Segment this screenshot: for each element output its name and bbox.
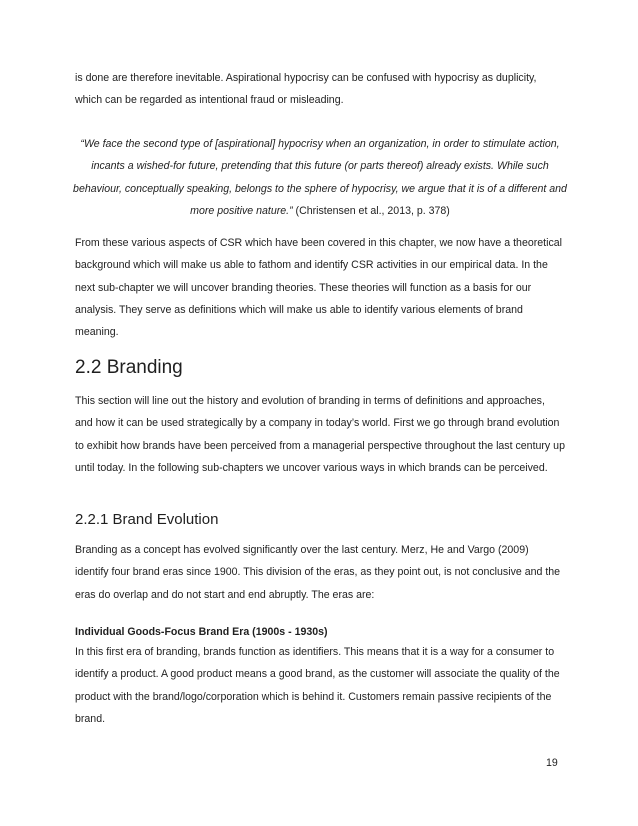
- paragraph-text: Branding as a concept has evolved significantly over the last century. Merz, He and Vargo (2009) identify four brand eras since 1900. This division of the eras, as they point out, is not conclusive and the eras do overlap and do not start and end abruptly. The eras are:: [75, 544, 561, 601]
- paragraph-brand-evolution: [75, 539, 565, 606]
- paragraph-era-1: [75, 641, 565, 730]
- paragraph-text: is done are therefore inevitable. Aspirational hypocrisy can be confused with hypocrisy as duplicity, which can be regarded as intentional fraud or misleading.: [75, 72, 537, 107]
- quote-text: “We face the second type of [aspirational] hypocrisy when an organization, in order to stimulate action, incants a wished-for future, pretending that this future (or parts thereof) already exists. While such behaviour, conceptually speaking, belongs to the sphere of hypocrisy, we argue that it is of a different and more positive nature.”: [73, 138, 567, 217]
- paragraph-text: In this first era of branding, brands function as identifiers. This means that it is a way for a consumer to identify a product. A good product means a good brand, as the customer will associate the quality of the product with the brand/logo/corporation which is behind it. Customers remain passive recipients of the brand.: [75, 646, 560, 725]
- paragraph-branding-intro: [75, 390, 565, 479]
- block-quote: [70, 133, 570, 222]
- heading-text: 2.2 Branding: [75, 357, 183, 378]
- paragraph-csr-summary: [75, 232, 565, 343]
- paragraph-hypocrisy: [75, 67, 565, 112]
- paragraph-text: This section will line out the history and evolution of branding in terms of definitions and approaches, and how it can be used strategically by a company in today’s world. First we go through brand evolution to exhibit how brands have been perceived from a managerial perspective throughout the last century up until today. In the following sub-chapters we uncover various ways in which brands can be perceived.: [75, 395, 565, 474]
- paragraph-text: From these various aspects of CSR which have been covered in this chapter, we now have a theoretical background which will make us able to fathom and identify CSR activities in our empirical data. In the next sub-chapter we will uncover branding theories. These theories will function as a basis for our analysis. They serve as definitions which will make us able to identify various elements of brand meaning.: [75, 237, 562, 339]
- heading-text: 2.2.1 Brand Evolution: [75, 511, 219, 528]
- era-heading-text: Individual Goods-Focus Brand Era (1900s - 1930s): [75, 626, 328, 638]
- era-heading: [75, 621, 565, 643]
- quote-citation: (Christensen et al., 2013, p. 378): [292, 204, 450, 217]
- page-number: 19: [546, 757, 558, 769]
- section-heading-branding: [75, 356, 565, 380]
- subsection-heading-brand-evolution: [75, 510, 565, 530]
